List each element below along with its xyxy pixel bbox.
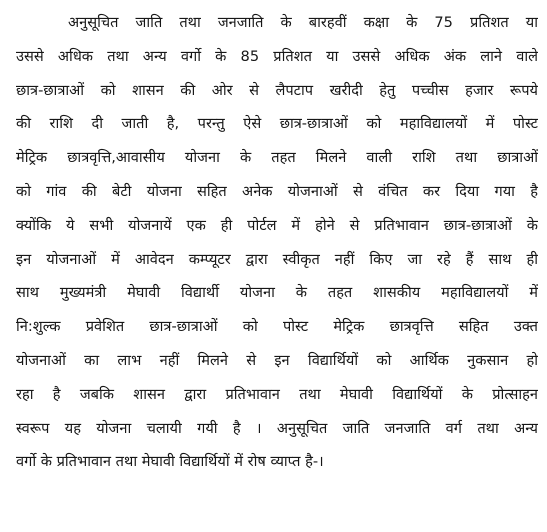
- paragraph-line-7: क्योंकि ये सभी योजनायें एक ही पोर्टल में होने से प्रतिभावान छात्र-छात्राओं के: [16, 216, 538, 234]
- paragraph-line-6: को गांव की बेटी योजना सहित अनेक योजनाओं से वंचित कर दिया गया है: [16, 182, 538, 200]
- body-paragraph: [16, 6, 538, 479]
- paragraph-line-4: की राशि दी जाती है, परन्तु ऐसे छात्र-छात्राओं को महाविद्यालयों में पोस्ट: [16, 115, 538, 133]
- paragraph-line-10: नि:शुल्क प्रवेशित छात्र-छात्राओं को पोस्ट मेट्रिक छात्रवृत्ति सहित उक्त: [16, 318, 538, 336]
- paragraph-line-14: वर्गो के प्रतिभावान तथा मेघावी विद्यार्थियों में रोष व्याप्त है-।: [16, 453, 324, 471]
- paragraph-line-13: स्वरूप यह योजना चलायी गयी है । अनुसूचित जाति जनजाति वर्ग तथा अन्य: [16, 419, 538, 437]
- paragraph-line-2: उससे अधिक तथा अन्य वर्गो के 85 प्रतिशत या उससे अधिक अंक लाने वाले: [16, 47, 538, 65]
- paragraph-line-11: योजनाओं का लाभ नहीं मिलने से इन विद्यार्थियों को आर्थिक नुकसान हो: [16, 351, 538, 369]
- paragraph-line-12: रहा है जबकि शासन द्वारा प्रतिभावान तथा मेघावी विद्यार्थियों के प्रोत्साहन: [16, 385, 538, 403]
- paragraph-line-8: इन योजनाओं में आवेदन कम्प्यूटर द्वारा स्वीकृत नहीं किए जा रहे हैं साथ ही: [16, 250, 538, 268]
- paragraph-line-3: छात्र-छात्राओं को शासन की ओर से लैपटाप खरीदी हेतु पच्चीस हजार रूपये: [16, 81, 538, 99]
- paragraph-line-5: मेट्रिक छात्रवृत्ति,आवासीय योजना के तहत मिलने वाली राशि तथा छात्राओं: [16, 149, 538, 167]
- paragraph-line-9: साथ मुख्यमंत्री मेघावी विद्यार्थी योजना के तहत शासकीय महाविद्यालयों में: [16, 284, 538, 302]
- paragraph-line-1: अनुसूचित जाति तथा जनजाति के बारहवीं कक्षा के 75 प्रतिशत या: [68, 14, 538, 31]
